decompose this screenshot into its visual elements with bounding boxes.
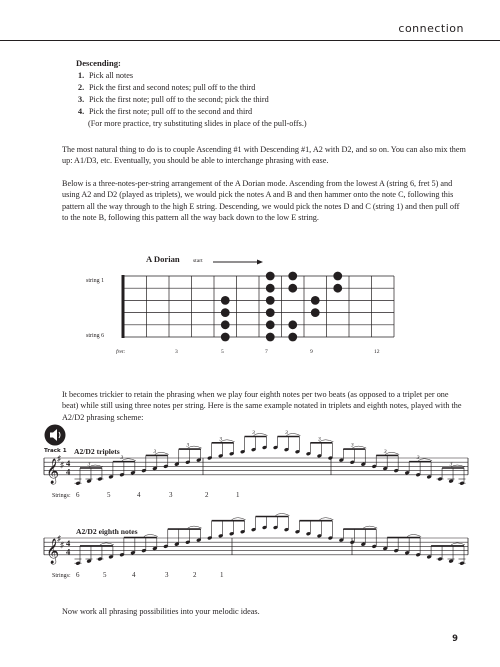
slur: [286, 434, 300, 436]
triplet-mark: 3: [120, 455, 124, 462]
paragraph-2: Below is a three-notes-per-string arrangement of the A Dorian mode. Ascending from the lowest A (string 6, fret 5) and using A2 and D2 (played as triplets), we would pick the notes A and B and then hammer onto the note C, following this pattern all the way through to the high E string. Descending, we would pick the notes D and C (string 1) and then pull off to the note B, following this pattern all the way back down to the low E string.: [62, 179, 460, 223]
string-number: 2: [193, 571, 197, 579]
page-number: 9: [452, 633, 458, 643]
string-6-label: string 6: [86, 333, 105, 339]
step-number: 3.: [78, 95, 85, 105]
step-number: 4.: [78, 107, 85, 117]
slur: [100, 543, 114, 545]
triplet-mark: 3: [153, 448, 157, 455]
string-number: 5: [103, 571, 107, 579]
key-sharp: ♯: [57, 454, 61, 463]
step-note: (For more practice, try substituting slides in place of the pull-offs.): [88, 119, 307, 129]
descending-heading: Descending:: [76, 58, 121, 68]
slur: [418, 459, 432, 461]
paragraph-3: It becomes trickier to retain the phrasing when we play four eighth notes per two beats (as opposed to a triplet per one beat) while still using three notes per string. Here is the same example notated in triplets and eighth notes, played with the A2/D2 phrasing scheme:: [62, 390, 462, 422]
string-number: 3: [169, 491, 173, 499]
step-text: Pick the first note; pull off to the second; pick the third: [89, 95, 269, 105]
eighths-title: A2/D2 eighth notes: [76, 527, 138, 536]
triplet-mark: 3: [219, 436, 223, 443]
slur: [232, 518, 246, 520]
triplet-mark: 3: [285, 430, 288, 436]
slur: [188, 526, 202, 528]
strings-label: Strings:: [52, 493, 71, 499]
slur: [188, 446, 202, 448]
treble-clef: 𝄞: [46, 537, 60, 563]
section-title: connection: [398, 22, 464, 35]
string-number: 1: [220, 571, 224, 579]
slur: [254, 434, 268, 436]
fret-label: fret:: [116, 349, 126, 355]
triplet-mark: 3: [416, 455, 420, 462]
key-sharp: ♯: [57, 534, 61, 543]
slur: [407, 535, 421, 537]
time-signature-bottom: 4: [66, 546, 71, 557]
key-sharp: ♯: [60, 460, 64, 470]
step-number: 2.: [78, 83, 85, 93]
slur: [122, 459, 136, 461]
slur: [451, 543, 465, 545]
staff-triplets: [44, 430, 468, 485]
string-number: 5: [107, 491, 111, 499]
fretboard-title: A Dorian: [146, 254, 180, 264]
string-number: 4: [132, 571, 136, 579]
slur: [221, 440, 235, 442]
slur: [352, 446, 366, 448]
string-number: 6: [76, 571, 80, 579]
string-1-label: string 1: [86, 278, 105, 284]
slur: [155, 452, 169, 454]
triplet-mark: 3: [350, 442, 354, 449]
step-text: Pick the first and second notes; pull off to the third: [89, 83, 256, 93]
slur: [451, 465, 465, 467]
paragraph-4: Now work all phrasing possibilities into your melodic ideas.: [62, 607, 260, 616]
slur: [319, 440, 333, 442]
triplets-title: A2/D2 triplets: [74, 447, 120, 456]
strings-label: Strings:: [52, 573, 71, 579]
key-sharp: ♯: [60, 540, 64, 550]
slur: [89, 465, 103, 467]
triplet-mark: 3: [252, 430, 255, 436]
string-number: 1: [236, 491, 240, 499]
time-signature-top: 4: [66, 458, 71, 468]
step-text: Pick all notes: [89, 71, 134, 80]
string-number: 2: [205, 491, 209, 499]
fret-number: 9: [310, 349, 313, 355]
string-number: 4: [137, 491, 141, 499]
string-number: 3: [165, 571, 169, 579]
time-signature-bottom: 4: [66, 466, 71, 477]
fret-number: 3: [175, 349, 178, 355]
start-label: start: [193, 258, 203, 264]
treble-clef: 𝄞: [46, 457, 60, 483]
track-label: Track 1: [44, 448, 67, 454]
step-text: Pick the first note; pull off to the second and third: [89, 107, 253, 117]
slur: [385, 452, 399, 454]
triplet-mark: 3: [186, 442, 190, 449]
triplet-mark: 3: [449, 461, 453, 468]
fret-number: 5: [221, 349, 224, 355]
string-number: 6: [76, 491, 80, 499]
fret-number: 7: [265, 349, 268, 355]
triplet-mark: 3: [87, 461, 91, 468]
slur: [275, 514, 289, 516]
time-signature-top: 4: [66, 538, 71, 548]
slur: [319, 518, 333, 520]
paragraph-1: The most natural thing to do is to couple Ascending #1 with Descending #1, A2 with D2, and so on. You can also mix them up: A1/D3, etc. Eventually, you should be able to interchange phrasing with ease.: [62, 145, 466, 166]
triplet-mark: 3: [383, 448, 387, 455]
fret-number: 12: [374, 349, 380, 355]
staff-eighths: [44, 514, 468, 566]
slur: [363, 526, 377, 528]
triplet-mark: 3: [317, 436, 321, 443]
slur: [144, 535, 158, 537]
step-number: 1.: [78, 71, 85, 80]
